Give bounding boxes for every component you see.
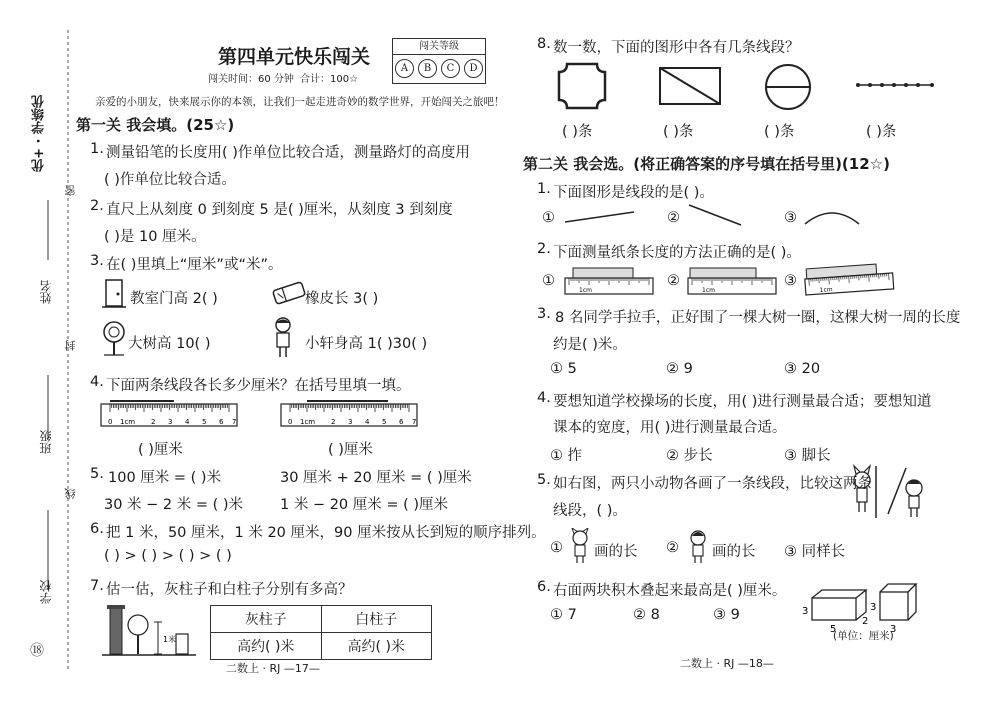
- ruler1-unit: 1cm: [120, 418, 136, 426]
- right-page-footer: 二数上 · RJ —18—: [680, 657, 774, 670]
- svg-text:1cm: 1cm: [702, 287, 715, 294]
- pillars-scene: [100, 600, 200, 658]
- c1-option-3[interactable]: ③: [784, 210, 797, 226]
- q1-line1: 测量铅笔的长度用( )作单位比较合适，测量路灯的高度用: [106, 145, 470, 161]
- block-2-length: 3: [890, 624, 897, 635]
- c4-option-1[interactable]: ① 拃: [550, 448, 583, 464]
- ruler2-tick-5: 5: [382, 418, 387, 426]
- grade-b-circle[interactable]: B: [418, 59, 437, 78]
- ruler2-tick-7: 7: [412, 418, 417, 426]
- school-label: 学校: [39, 580, 53, 604]
- c2-ruler-2: [686, 266, 778, 296]
- q3-boy-height: 小轩身高 1( )30( ): [305, 336, 428, 352]
- ruler2-tick-4: 4: [365, 418, 370, 426]
- dash-mark-3: 线: [64, 488, 77, 499]
- q8-number: 8.: [537, 36, 551, 52]
- ruler2-tick-3: 3: [348, 418, 353, 426]
- q6-number: 6.: [90, 521, 104, 537]
- door-icon: [100, 278, 130, 310]
- q5-item-4[interactable]: 1 米 − 20 厘米 = ( )厘米: [280, 497, 449, 513]
- q3-eraser-length: 橡皮长 3( ): [305, 291, 379, 307]
- c1-curve-line: [802, 204, 862, 226]
- grade-c-circle[interactable]: C: [441, 59, 460, 78]
- c5-number: 5.: [537, 472, 551, 488]
- q8-line1: 数一数，下面的图形中各有几条线段？: [553, 40, 800, 56]
- c5-option-3[interactable]: ③ 同样长: [784, 544, 846, 560]
- q4-line1: 下面两条线段各长多少厘米？在括号里填一填。: [106, 378, 411, 394]
- c1-ray-line: [686, 202, 746, 228]
- c6-line1: 右面两块积木叠起来最高是( )厘米。: [553, 583, 787, 599]
- block-2-height: 3: [870, 602, 877, 613]
- scale-label: 1米: [163, 635, 177, 644]
- rectangle-diagonal-shape: [658, 66, 722, 106]
- svg-text:1cm: 1cm: [579, 287, 592, 294]
- q1-line2: ( )作单位比较合适。: [104, 172, 236, 188]
- ruler2-zero: 0: [288, 418, 293, 426]
- ruler-2: [280, 398, 420, 428]
- ruler1-tick-6: 6: [219, 418, 224, 426]
- c1-number: 1.: [537, 181, 551, 197]
- q5-item-2[interactable]: 30 厘米 + 20 厘米 = ( )厘米: [280, 470, 472, 486]
- q5-item-3[interactable]: 30 米 − 2 米 = ( )米: [104, 497, 244, 513]
- left-page-footer: 二数上 · RJ —17—: [226, 662, 320, 675]
- name-label: 姓名: [39, 280, 53, 304]
- q6-line1: 把 1 米，50 厘米，1 米 20 厘米，90 厘米按从长到短的顺序排列。: [106, 525, 546, 541]
- q2-line1: 直尺上从刻度 0 到刻度 5 是( )厘米，从刻度 3 到刻度: [106, 202, 453, 218]
- c6-option-1[interactable]: ① 7: [550, 607, 577, 623]
- exam-time: 闯关时间：60 分钟: [208, 74, 294, 85]
- q4-answer-2[interactable]: ( )厘米: [328, 442, 373, 458]
- q2-line2: ( )是 10 厘米。: [104, 229, 206, 245]
- ruler1-tick-4: 4: [185, 418, 190, 426]
- ruler2-tick-2: 2: [331, 418, 336, 426]
- intro-text: 亲爱的小朋友，快来展示你的本领，让我们一起走进奇妙的数学世界，开始闯关之旅吧！: [95, 96, 505, 108]
- c5-line2: 线段，( )。: [553, 503, 627, 519]
- class-label: 班级: [39, 430, 53, 454]
- q8-answer-1[interactable]: ( )条: [562, 124, 593, 140]
- c3-line2: 约是( )米。: [553, 337, 627, 353]
- c5-option-1-num[interactable]: ①: [550, 540, 563, 556]
- c3-number: 3.: [537, 306, 551, 322]
- cross-octagon-shape: [555, 62, 609, 110]
- c1-text: 下面图形是线段的是( )。: [553, 185, 714, 201]
- brand-logo: 优+ · 学练优: [32, 95, 47, 172]
- c6-option-2[interactable]: ② 8: [633, 607, 660, 623]
- c2-option-3[interactable]: ③: [784, 273, 797, 289]
- ruler1-tick-3: 3: [168, 418, 173, 426]
- pillar-table: [210, 605, 432, 660]
- gray-pillar-header: 灰柱子: [211, 606, 322, 633]
- q1-number: 1.: [90, 141, 104, 157]
- block-1-height: 3: [802, 606, 809, 617]
- dotted-segment-shape: [855, 78, 935, 92]
- ruler1-tick-5: 5: [202, 418, 207, 426]
- white-pillar-answer[interactable]: 高约( )米: [321, 633, 432, 660]
- q7-number: 7.: [90, 578, 104, 594]
- grade-a-circle[interactable]: A: [395, 59, 414, 78]
- block-1-front: [812, 598, 856, 620]
- c3-option-2[interactable]: ② 9: [666, 361, 693, 377]
- q4-answer-1[interactable]: ( )厘米: [138, 442, 183, 458]
- c6-unit-note: (单位：厘米): [833, 630, 894, 642]
- c4-line1: 要想知道学校操场的长度，用( )进行测量最合适；要想知道: [553, 394, 932, 410]
- q2-number: 2.: [90, 198, 104, 214]
- block-1-width: 2: [862, 616, 869, 627]
- q3-number: 3.: [90, 253, 104, 269]
- q7-line1: 估一估，灰柱子和白柱子分别有多高？: [106, 582, 353, 598]
- c1-option-1[interactable]: ①: [542, 210, 555, 226]
- q8-answer-4[interactable]: ( )条: [866, 124, 897, 140]
- svg-text:1cm: 1cm: [819, 286, 833, 295]
- q5-item-1[interactable]: 100 厘米 = ( )米: [108, 470, 222, 486]
- ruler1-tick-2: 2: [151, 418, 156, 426]
- section-1-heading: 第一关 我会填。(25☆): [76, 116, 235, 134]
- c5-option-2-animal-icon: [686, 528, 710, 564]
- c3-line1: 8 名同学手拉手，正好围了一棵大树一圈，这棵大树一周的长度: [555, 310, 961, 326]
- c2-ruler-1: [563, 266, 655, 296]
- c4-option-3[interactable]: ③ 脚长: [784, 448, 831, 464]
- c6-option-3[interactable]: ③ 9: [713, 607, 740, 623]
- c4-option-2[interactable]: ② 步长: [666, 448, 713, 464]
- dash-mark-2: 封: [64, 340, 77, 351]
- white-pillar: [176, 634, 188, 654]
- c5-option-2-num[interactable]: ②: [666, 540, 679, 556]
- c5-option-1-animal-icon: [568, 528, 592, 564]
- c3-option-1[interactable]: ① 5: [550, 361, 577, 377]
- section-2-heading: 第二关 我会选。(将正确答案的序号填在括号里)(12☆): [523, 155, 890, 173]
- c2-text: 下面测量纸条长度的方法正确的是( )。: [553, 245, 801, 261]
- ruler1-zero: 0: [108, 418, 113, 426]
- c1-segment-line: [562, 208, 638, 226]
- ruler-1: [100, 398, 240, 428]
- c5-option-2-text: 画的长: [712, 544, 756, 560]
- animal-1-icon: [854, 472, 870, 488]
- c6-number: 6.: [537, 579, 551, 595]
- ruler2-tick-6: 6: [399, 418, 404, 426]
- q3-tree-height: 大树高 10( ): [128, 336, 211, 352]
- c3-option-3[interactable]: ③ 20: [784, 361, 821, 377]
- q3-line1: 在( )里填上“厘米”或“米”。: [106, 257, 283, 273]
- page-title: 第四单元快乐闯关: [218, 46, 371, 68]
- white-pillar-header: 白柱子: [321, 606, 432, 633]
- exam-total: 合计：100☆: [300, 74, 359, 85]
- c4-number: 4.: [537, 390, 551, 406]
- dash-mark-1: 密: [64, 185, 77, 196]
- tree-crown: [128, 615, 148, 635]
- c4-line2: 课本的宽度，用( )进行测量最合适。: [553, 420, 787, 436]
- circle-diameter-shape: [763, 62, 813, 112]
- q6-order-blanks[interactable]: ( ) > ( ) > ( ) > ( ): [104, 548, 232, 564]
- q8-answer-2[interactable]: ( )条: [663, 124, 694, 140]
- c2-ruler-3: [803, 262, 895, 298]
- eraser-icon: [270, 280, 308, 306]
- animal-2-segment: [888, 468, 906, 514]
- c2-option-1[interactable]: ①: [542, 273, 555, 289]
- q3-door-height: 教室门高 2( ): [130, 291, 218, 307]
- page-circle-mark: ⑱: [30, 643, 44, 659]
- q4-number: 4.: [90, 374, 104, 390]
- tree-icon: [98, 320, 132, 358]
- c2-number: 2.: [537, 241, 551, 257]
- c5-line1: 如右图，两只小动物各画了一条线段，比较这两条: [553, 476, 872, 492]
- block-2-front: [880, 592, 908, 620]
- q8-answer-3[interactable]: ( )条: [764, 124, 795, 140]
- grade-box: [392, 38, 486, 84]
- grade-box-label: 闯关等级: [393, 39, 485, 55]
- c5-animals-figure: [848, 462, 938, 522]
- ruler2-unit: 1cm: [300, 418, 316, 426]
- q5-number: 5.: [90, 466, 104, 482]
- boy-xiaoxuan-icon: [270, 316, 296, 360]
- c2-option-2[interactable]: ②: [667, 273, 680, 289]
- block-1-length: 5: [830, 624, 837, 635]
- gray-pillar-answer[interactable]: 高约( )米: [211, 633, 322, 660]
- gray-pillar: [110, 608, 122, 654]
- grade-d-circle[interactable]: D: [464, 59, 483, 78]
- c1-option-2[interactable]: ②: [667, 210, 680, 226]
- ruler1-tick-7: 7: [232, 418, 237, 426]
- c5-option-1-text: 画的长: [594, 544, 638, 560]
